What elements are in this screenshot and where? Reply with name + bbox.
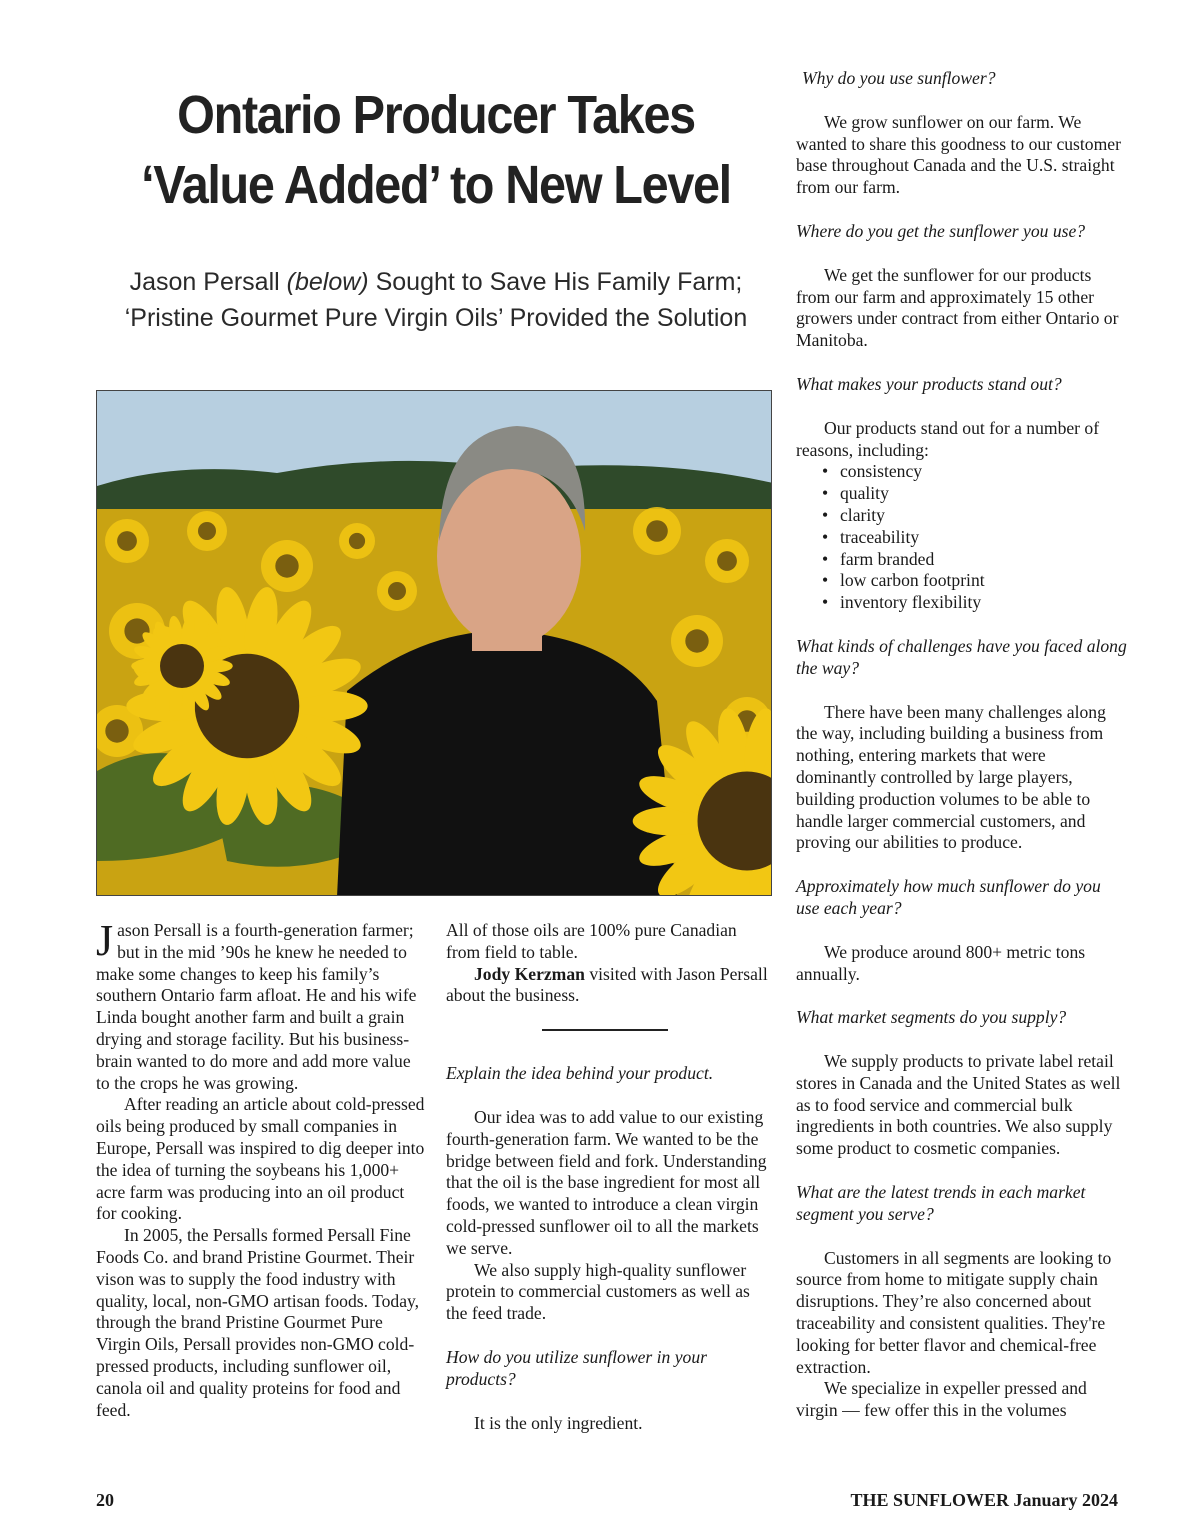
question-why-sunflower: Why do you use sunflower?: [802, 68, 996, 88]
reasons-list: [796, 461, 1128, 614]
list-item: • low carbon footprint: [822, 570, 1128, 592]
photo-illustration: [97, 391, 772, 896]
sunflower-center: [275, 554, 298, 577]
paragraph-5-text: visited with Jason Persall about the business.: [446, 963, 768, 1006]
black-shirt: [337, 631, 677, 896]
article-deck: [96, 264, 776, 336]
sunflower-center: [685, 629, 708, 652]
answer-stand-out: Our products stand out for a number of reasons, including:: [796, 417, 1100, 460]
page-number: 20: [96, 1490, 114, 1510]
answer-why-sunflower: We grow sunflower on our farm. We wanted to share this goodness to our customer base throughout Canada and the U.S. straight from our farm.: [796, 111, 1121, 198]
intro-paragraph: [96, 916, 428, 1094]
question-1: Explain the idea behind your product.: [446, 1063, 714, 1084]
article-headline: [130, 80, 742, 220]
question-trends: What are the latest trends in each market segment you serve?: [796, 1182, 1086, 1224]
list-item: • inventory flexibility: [822, 592, 1128, 614]
column-3: [796, 68, 1128, 1422]
answer-1b: We also supply high-quality sunflower protein to commercial customers as well as the feed trade.: [446, 1259, 750, 1324]
sunflower-center: [717, 551, 737, 571]
deck-text-a: Jason Persall: [129, 268, 287, 296]
list-item: • traceability: [822, 527, 1128, 549]
sunflower-center: [117, 531, 137, 551]
answer-2: It is the only ingredient.: [474, 1412, 643, 1433]
answer-trends: Customers in all segments are looking to source from home to mitigate supply chain disruptions. They’re also concerned about traceability and consistent qualities. They're looking for better flavor and chemical-free extraction.: [796, 1247, 1112, 1377]
answer-1: Our idea was to add value to our existing fourth-generation farm. We wanted to be the bridge between field and fork. Understanding that the oil is the base ingredient for most all foods, we wanted to introduce a clean virgin cold-pressed sunflower oil to all the markets we serve.: [446, 1106, 767, 1258]
paragraph-2: After reading an article about cold-pressed oils being produced by small companies in Europe, Persall was inspired to dig deeper into the idea of turning the soybeans his 1,000+ acre farm was producing into an oil product for cooking.: [96, 1094, 425, 1224]
sunflower-center: [388, 582, 406, 600]
answer-segments: We supply products to private label retail stores in Canada and the United States as well as to food service and commercial bulk ingredients in both countries. We also supply some product to cosmetic companies.: [796, 1051, 1121, 1159]
list-item: • consistency: [822, 461, 1128, 483]
author-name: Jody Kerzman: [474, 963, 585, 984]
column-1: [96, 916, 428, 1421]
list-item: • quality: [822, 483, 1128, 505]
answer-challenges: There have been many challenges along the way, including building a business from nothing, entering markets that were dominantly controlled by large players, building production volumes to be able to handle larger commercial customers, and proving our abilities to produce.: [796, 701, 1106, 853]
column-2: [446, 920, 774, 1434]
sunflower-center: [349, 533, 365, 549]
question-segments: What market segments do you supply?: [796, 1007, 1067, 1028]
small-sunflower-center: [160, 644, 204, 688]
paragraph-3: In 2005, the Persalls formed Persall Fine Foods Co. and brand Pristine Gourmet. Their vison was to supply the food industry with quality, local, non-GMO artisan foods. Today, through the brand Pristine Gourmet Pure Virgin Oils, Persall provides non-GMO cold-pressed products, including sunflower oil, canola oil and quality proteins for food and feed.: [96, 1225, 420, 1420]
drop-cap: J: [96, 916, 114, 965]
sunflower-center: [105, 719, 128, 742]
answer-quantity: We produce around 800+ metric tons annually.: [796, 941, 1086, 984]
answer-where-sunflower: We get the sunflower for our products from our farm and approximately 15 other growers under contract from either Ontario or Manitoba.: [796, 264, 1119, 351]
deck-text-c: Sought to Save His Family Farm;: [368, 268, 743, 296]
deck-text-below: (below): [286, 268, 369, 296]
question-2: How do you utilize sunflower in your products?: [446, 1346, 707, 1389]
question-quantity: Approximately how much sunflower do you use each year?: [796, 876, 1101, 918]
question-where-sunflower: Where do you get the sunflower you use?: [796, 220, 1086, 241]
list-item: • clarity: [822, 505, 1128, 527]
paragraph-4: All of those oils are 100% pure Canadian from field to table.: [446, 920, 737, 962]
answer-trends-2: We specialize in expeller pressed and virgin — few offer this in the volumes: [796, 1378, 1087, 1421]
question-challenges: What kinds of challenges have you faced along the way?: [796, 635, 1127, 678]
list-item: • farm branded: [822, 549, 1128, 571]
headline-line-2: ‘Value Added’ to New Level: [141, 155, 731, 215]
question-stand-out: What makes your products stand out?: [796, 373, 1062, 394]
deck-line-2: ‘Pristine Gourmet Pure Virgin Oils’ Provided the Solution: [124, 304, 748, 332]
sunflower-center: [646, 520, 668, 542]
farmer-in-sunflower-field-photo: [96, 390, 772, 896]
sunflower-center: [198, 522, 216, 540]
paragraph-5: [446, 964, 774, 1008]
headline-line-1: Ontario Producer Takes: [177, 85, 695, 145]
publication-issue: THE SUNFLOWER January 2024: [850, 1490, 1118, 1510]
intro-text: ason Persall is a fourth-generation farmer; but in the mid ’90s he knew he needed to make some changes to keep his family’s southern Ontario farm afloat. He and his wife Linda bought another farm and built a grain drying and storage facility. But his business-brain wanted to do more and add more value to the crops he was growing.: [96, 920, 417, 1093]
